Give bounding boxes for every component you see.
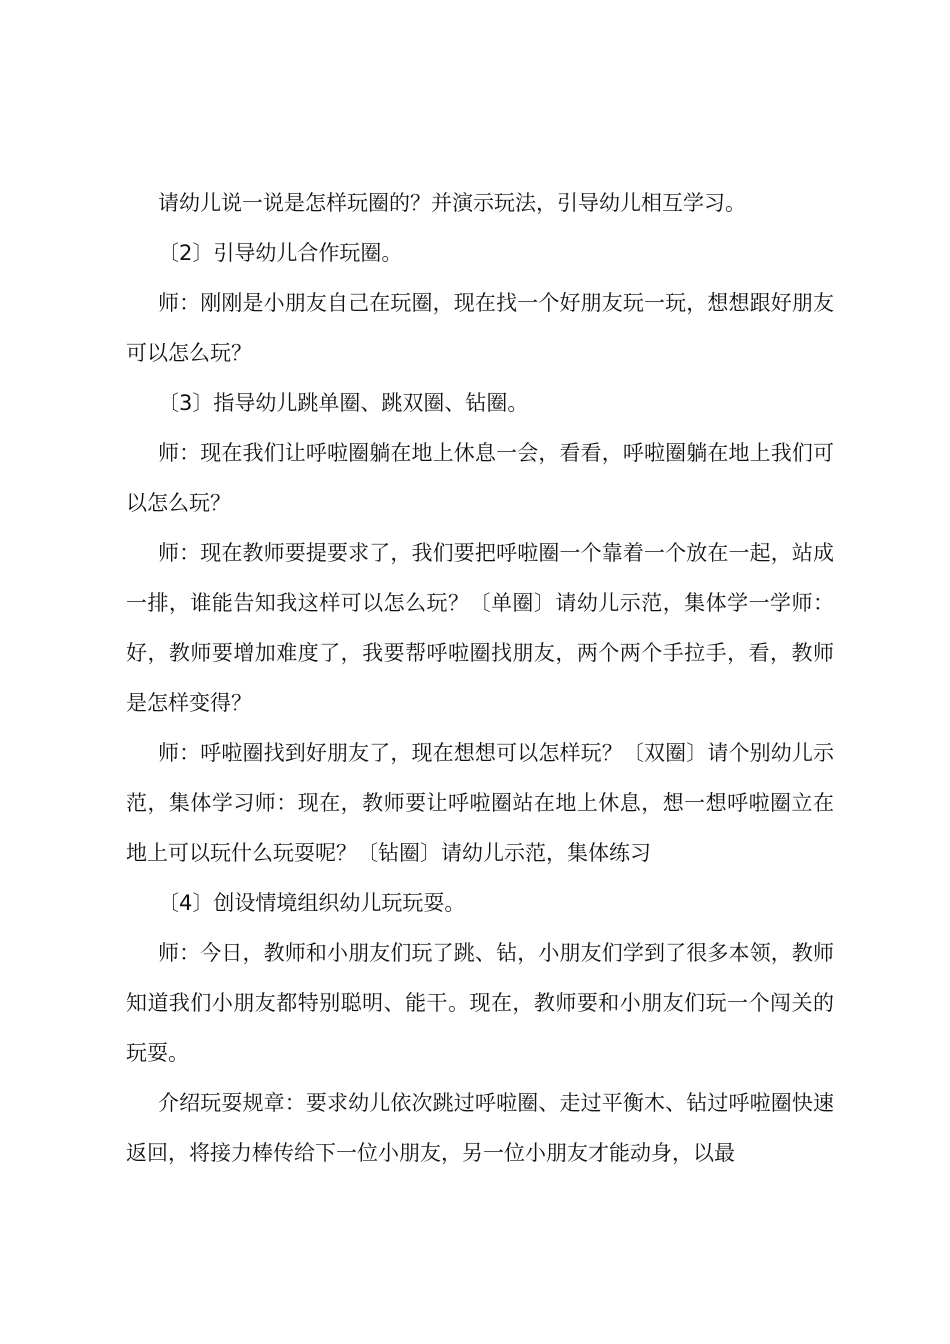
paragraph-1: 请幼儿说一说是怎样玩圈的？并演示玩法，引导幼儿相互学习。 xyxy=(158,191,746,215)
paragraph-3: 师：刚刚是小朋友自己在玩圈，现在找一个好朋友玩一玩，想想跟好朋友可以怎么玩？ xyxy=(126,291,834,365)
paragraph-7: 师：呼啦圈找到好朋友了，现在想想可以怎样玩？〔双圈〕请个别幼儿示范，集体学习师：现在，教师要让呼啦圈站在地上休息，想一想呼啦圈立在地上可以玩什么玩耍呢？〔钻圈〕请幼儿示范，集体练习 xyxy=(126,741,834,865)
paragraph-8: 〔4〕创设情境组织幼儿玩玩耍。 xyxy=(158,891,466,915)
paragraph-9: 师：今日，教师和小朋友们玩了跳、钻，小朋友们学到了很多本领，教师知道我们小朋友都特别聪明、能干。现在，教师要和小朋友们玩一个闯关的玩耍。 xyxy=(126,941,834,1065)
document-body xyxy=(126,178,834,1178)
paragraph-10: 介绍玩耍规章：要求幼儿依次跳过呼啦圈、走过平衡木、钻过呼啦圈快速返回，将接力棒传给下一位小朋友，另一位小朋友才能动身，以最 xyxy=(126,1091,834,1165)
paragraph-5: 师：现在我们让呼啦圈躺在地上休息一会，看看，呼啦圈躺在地上我们可以怎么玩？ xyxy=(126,441,834,515)
paragraph-2: 〔2〕引导幼儿合作玩圈。 xyxy=(158,241,403,265)
paragraph-4: 〔3〕指导幼儿跳单圈、跳双圈、钻圈。 xyxy=(158,391,529,415)
paragraph-6: 师：现在教师要提要求了，我们要把呼啦圈一个靠着一个放在一起，站成一排，谁能告知我这样可以怎么玩？〔单圈〕请幼儿示范，集体学一学师：好，教师要增加难度了，我要帮呼啦圈找朋友，两个两个手拉手，看，教师是怎样变得？ xyxy=(126,541,834,715)
